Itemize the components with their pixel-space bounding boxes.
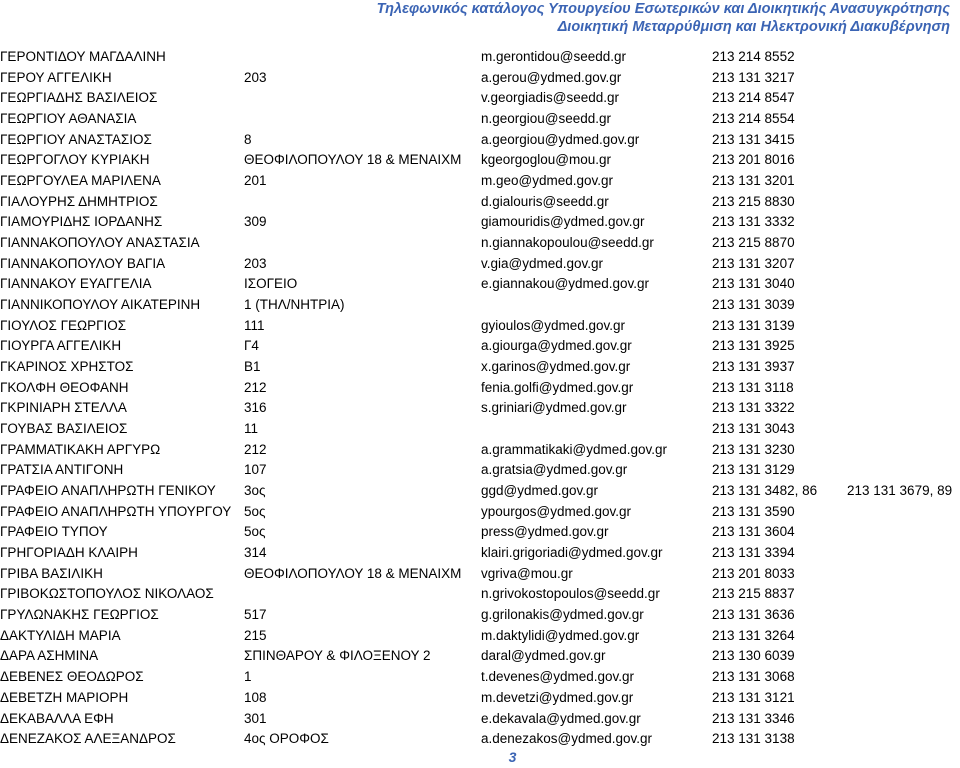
table-row: [0, 419, 960, 440]
entry-phone: 213 131 3138: [712, 731, 795, 747]
entry-phone: 213 214 8547: [712, 90, 795, 106]
entry-name: ΓΕΩΡΓΟΓΛΟΥ ΚΥΡΙΑΚΗ: [0, 152, 150, 168]
entry-office: 201: [244, 173, 267, 189]
entry-name: ΔΑΡΑ ΑΣΗΜΙΝΑ: [0, 648, 99, 664]
entry-phone: 213 131 3332: [712, 214, 795, 230]
entry-name: ΓΙΑΝΝΙΚΟΠΟΥΛΟΥ ΑΙΚΑΤΕΡΙΝΗ: [0, 297, 201, 313]
entry-email: press@ydmed.gov.gr: [481, 524, 609, 540]
entry-office: 212: [244, 379, 267, 395]
entry-phone: 213 131 3118: [712, 379, 794, 395]
directory-table: [0, 47, 960, 750]
table-row: [0, 274, 960, 295]
entry-email: e.giannakou@ydmed.gov.gr: [481, 276, 650, 292]
entry-name: ΓΡΗΓΟΡΙΑΔΗ ΚΛΑΙΡΗ: [0, 545, 138, 561]
entry-email: ypourgos@ydmed.gov.gr: [481, 503, 632, 519]
entry-phone: 213 131 3264: [712, 627, 795, 643]
entry-phone: 213 201 8016: [712, 152, 795, 168]
entry-name: ΓΙΑΜΟΥΡΙΔΗΣ ΙΟΡΔΑΝΗΣ: [0, 214, 163, 230]
entry-phone: 213 131 3604: [712, 524, 795, 540]
entry-office: 1: [244, 669, 252, 685]
entry-email: m.daktylidi@ydmed.gov.gr: [481, 627, 640, 643]
entry-phone: 213 131 3346: [712, 710, 795, 726]
table-row: [0, 564, 960, 585]
entry-phone: 213 131 3129: [712, 462, 795, 478]
entry-email: giamouridis@ydmed.gov.gr: [481, 214, 645, 230]
entry-phone: 213 130 6039: [712, 648, 795, 664]
entry-name: ΓΕΡΟΝΤΙΔΟΥ ΜΑΓΔΑΛΙΝΗ: [0, 49, 166, 64]
entry-phone: 213 214 8554: [712, 111, 795, 127]
table-row: [0, 316, 960, 337]
entry-office: 111: [244, 317, 265, 333]
document-header: [0, 0, 960, 36]
entry-phone: 213 131 3043: [712, 421, 795, 437]
entry-email: d.gialouris@seedd.gr: [481, 193, 609, 209]
table-row: [0, 233, 960, 254]
table-row: [0, 336, 960, 357]
table-row: [0, 254, 960, 275]
entry-name: ΓΕΡΟΥ ΑΓΓΕΛΙΚΗ: [0, 69, 112, 85]
entry-office: ΙΣΟΓΕΙΟ: [244, 276, 298, 292]
entry-email: daral@ydmed.gov.gr: [481, 648, 606, 664]
entry-phone: 213 131 3207: [712, 255, 795, 271]
entry-name: ΓΡΥΛΩΝΑΚΗΣ ΓΕΩΡΓΙΟΣ: [0, 607, 159, 623]
entry-name: ΓΕΩΡΓΙΟΥ ΑΝΑΣΤΑΣΙΟΣ: [0, 131, 152, 147]
table-row: [0, 109, 960, 130]
entry-office: 107: [244, 462, 267, 478]
entry-email: kgeorgoglou@mou.gr: [481, 152, 612, 168]
entry-email: a.giourga@ydmed.gov.gr: [481, 338, 632, 354]
entry-office: 11: [244, 421, 259, 437]
entry-phone: 213 214 8552: [712, 49, 795, 64]
table-row: [0, 646, 960, 667]
entry-email: ggd@ydmed.gov.gr: [481, 483, 599, 499]
entry-office: 203: [244, 255, 267, 271]
entry-office: 212: [244, 441, 267, 457]
entry-email: n.giannakopoulou@seedd.gr: [481, 235, 654, 251]
table-row: [0, 47, 960, 68]
table-row: [0, 192, 960, 213]
entry-email: klairi.grigoriadi@ydmed.gov.gr: [481, 545, 663, 561]
entry-phone: 213 131 3121: [712, 689, 795, 705]
entry-email: v.gia@ydmed.gov.gr: [481, 255, 604, 271]
table-row: [0, 212, 960, 233]
entry-office: 203: [244, 69, 267, 85]
table-row: [0, 626, 960, 647]
header-title-line2: Διοικητική Μεταρρύθμιση και Ηλεκτρονική Διακυβέρνηση: [557, 19, 950, 35]
entry-office: 215: [244, 627, 267, 643]
entry-office: Β1: [244, 359, 261, 375]
entry-phone: 213 131 3925: [712, 338, 795, 354]
entry-email: a.denezakos@ydmed.gov.gr: [481, 731, 653, 747]
table-row: [0, 605, 960, 626]
entry-name: ΔΕΚΑΒΑΛΛΑ ΕΦΗ: [0, 710, 114, 726]
entry-email: n.grivokostopoulos@seedd.gr: [481, 586, 660, 602]
entry-email: t.devenes@ydmed.gov.gr: [481, 669, 635, 685]
entry-email: a.gerou@ydmed.gov.gr: [481, 69, 622, 85]
entry-email: e.dekavala@ydmed.gov.gr: [481, 710, 641, 726]
entry-name: ΓΙΑΝΝΑΚΟΠΟΥΛΟΥ ΑΝΑΣΤΑΣΙΑ: [0, 235, 200, 251]
entry-email: a.grammatikaki@ydmed.gov.gr: [481, 441, 668, 457]
entry-email: s.griniari@ydmed.gov.gr: [481, 400, 627, 416]
table-row: [0, 688, 960, 709]
entry-email: gyioulos@ydmed.gov.gr: [481, 317, 626, 333]
entry-name: ΓΙΑΝΝΑΚΟΠΟΥΛΟΥ ΒΑΓΙΑ: [0, 255, 166, 271]
table-row: [0, 150, 960, 171]
entry-phone: 213 131 3068: [712, 669, 795, 685]
entry-name: ΔΕΝΕΖΑΚΟΣ ΑΛΕΞΑΝΔΡΟΣ: [0, 731, 176, 747]
entry-email: n.georgiou@seedd.gr: [481, 111, 612, 127]
entry-phone: 213 215 8830: [712, 193, 795, 209]
entry-office: 3ος: [244, 483, 266, 499]
entry-email: a.gratsia@ydmed.gov.gr: [481, 462, 628, 478]
entry-office: 4ος ΟΡΟΦΟΣ: [244, 731, 329, 747]
entry-phone: 213 131 3230: [712, 441, 795, 457]
table-row: [0, 378, 960, 399]
entry-name: ΓΙΟΥΛΟΣ ΓΕΩΡΓΙΟΣ: [0, 317, 127, 333]
table-row: [0, 440, 960, 461]
entry-name: ΓΚΑΡΙΝΟΣ ΧΡΗΣΤΟΣ: [0, 359, 134, 375]
entry-name: ΔΑΚΤΥΛΙΔΗ ΜΑΡΙΑ: [0, 627, 121, 643]
header-title-line1: Τηλεφωνικός κατάλογος Υπουργείου Εσωτερικών και Διοικητικής Ανασυγκρότησης: [376, 1, 950, 17]
table-row: [0, 398, 960, 419]
table-row: [0, 584, 960, 605]
table-row: [0, 522, 960, 543]
table-row: [0, 88, 960, 109]
entry-name: ΔΕΒΕΝΕΣ ΘΕΟΔΩΡΟΣ: [0, 669, 144, 685]
entry-office: 5ος: [244, 503, 266, 519]
entry-email: vgriva@mou.gr: [481, 565, 573, 581]
entry-phone: 213 131 3217: [712, 69, 795, 85]
entry-office: 517: [244, 607, 267, 623]
table-row: [0, 357, 960, 378]
table-row: [0, 502, 960, 523]
entry-office: 5ος: [244, 524, 266, 540]
entry-phone: 213 215 8837: [712, 586, 795, 602]
entry-phone: 213 131 3636: [712, 607, 795, 623]
entry-name: ΓΙΑΝΝΑΚΟΥ ΕΥΑΓΓΕΛΙΑ: [0, 276, 152, 292]
table-row: [0, 68, 960, 89]
entry-phone: 213 131 3039: [712, 297, 795, 313]
entry-email: g.grilonakis@ydmed.gov.gr: [481, 607, 644, 623]
entry-phone: 213 131 3201: [712, 173, 795, 189]
entry-name: ΓΕΩΡΓΙΑΔΗΣ ΒΑΣΙΛΕΙΟΣ: [0, 90, 158, 106]
entry-office: 108: [244, 689, 267, 705]
entry-office: ΣΠΙΝΘΑΡΟΥ & ΦΙΛΟΞΕΝΟΥ 2: [244, 648, 431, 664]
entry-name: ΓΡΑΤΣΙΑ ΑΝΤΙΓΟΝΗ: [0, 462, 124, 478]
entry-name: ΓΡΙΒΟΚΩΣΤΟΠΟΥΛΟΣ ΝΙΚΟΛΑΟΣ: [0, 586, 214, 602]
table-row: [0, 709, 960, 730]
entry-email: m.gerontidou@seedd.gr: [481, 49, 627, 64]
entry-name: ΓΙΟΥΡΓΑ ΑΓΓΕΛΙΚΗ: [0, 338, 122, 354]
table-row: [0, 295, 960, 316]
entry-office: 8: [244, 131, 252, 147]
entry-office: 314: [244, 545, 267, 561]
table-row: [0, 130, 960, 151]
entry-phone: 213 215 8870: [712, 235, 795, 251]
entry-name: ΓΟΥΒΑΣ ΒΑΣΙΛΕΙΟΣ: [0, 421, 128, 437]
entry-phone: 213 131 3590: [712, 503, 795, 519]
entry-phone: 213 131 3040: [712, 276, 795, 292]
entry-name: ΓΚΡΙΝΙΑΡΗ ΣΤΕΛΛΑ: [0, 400, 127, 416]
entry-name: ΔΕΒΕΤΖΗ ΜΑΡΙΟΡΗ: [0, 689, 129, 705]
table-row: [0, 543, 960, 564]
entry-email: m.geo@ydmed.gov.gr: [481, 173, 614, 189]
entry-office: ΘΕΟΦΙΛΟΠΟΥΛΟΥ 18 & ΜΕΝΑΙΧΜ: [244, 152, 462, 168]
entry-phone: 213 131 3937: [712, 359, 795, 375]
entry-name: ΓΡΑΜΜΑΤΙΚΑΚΗ ΑΡΓΥΡΩ: [0, 441, 161, 457]
entry-phone: 213 201 8033: [712, 565, 795, 581]
page-number: 3: [508, 749, 517, 765]
entry-phone: 213 131 3322: [712, 400, 795, 416]
table-row: [0, 729, 960, 750]
entry-phone: 213 131 3139: [712, 317, 795, 333]
entry-email: fenia.golfi@ydmed.gov.gr: [481, 379, 634, 395]
entry-phone: 213 131 3394: [712, 545, 795, 561]
entry-email: m.devetzi@ydmed.gov.gr: [481, 689, 634, 705]
table-row: [0, 460, 960, 481]
entry-name: ΓΡΑΦΕΙΟ ΑΝΑΠΛΗΡΩΤΗ ΓΕΝΙΚΟΥ: [0, 483, 216, 499]
entry-office: 309: [244, 214, 267, 230]
entry-email: a.georgiou@ydmed.gov.gr: [481, 131, 640, 147]
entry-name: ΓΙΑΛΟΥΡΗΣ ΔΗΜΗΤΡΙΟΣ: [0, 193, 158, 209]
entry-name: ΓΡΙΒΑ ΒΑΣΙΛΙΚΗ: [0, 565, 103, 581]
entry-name: ΓΕΩΡΓΙΟΥ ΑΘΑΝΑΣΙΑ: [0, 111, 137, 127]
table-row: [0, 171, 960, 192]
entry-office: Γ4: [244, 338, 259, 354]
entry-name: ΓΚΟΛΦΗ ΘΕΟΦΑΝΗ: [0, 379, 129, 395]
entry-phone: 213 131 3415: [712, 131, 795, 147]
entry-office: ΘΕΟΦΙΛΟΠΟΥΛΟΥ 18 & ΜΕΝΑΙΧΜ: [244, 565, 462, 581]
entry-email: v.georgiadis@seedd.gr: [481, 90, 620, 106]
entry-phone-secondary: 213 131 3679, 89: [847, 483, 953, 499]
entry-email: x.garinos@ydmed.gov.gr: [481, 359, 631, 375]
entry-name: ΓΕΩΡΓΟΥΛΕΑ ΜΑΡΙΛΕΝΑ: [0, 173, 161, 189]
entry-name: ΓΡΑΦΕΙΟ ΑΝΑΠΛΗΡΩΤΗ ΥΠΟΥΡΓΟΥ: [0, 503, 232, 519]
entry-office: 301: [244, 710, 267, 726]
entry-office: 316: [244, 400, 267, 416]
table-row: [0, 481, 960, 502]
entry-office: 1 (ΤΗΛ/ΝΗΤΡΙΑ): [244, 297, 345, 313]
table-row: [0, 667, 960, 688]
entry-phone: 213 131 3482, 86: [712, 483, 818, 499]
entry-name: ΓΡΑΦΕΙΟ ΤΥΠΟΥ: [0, 524, 108, 540]
